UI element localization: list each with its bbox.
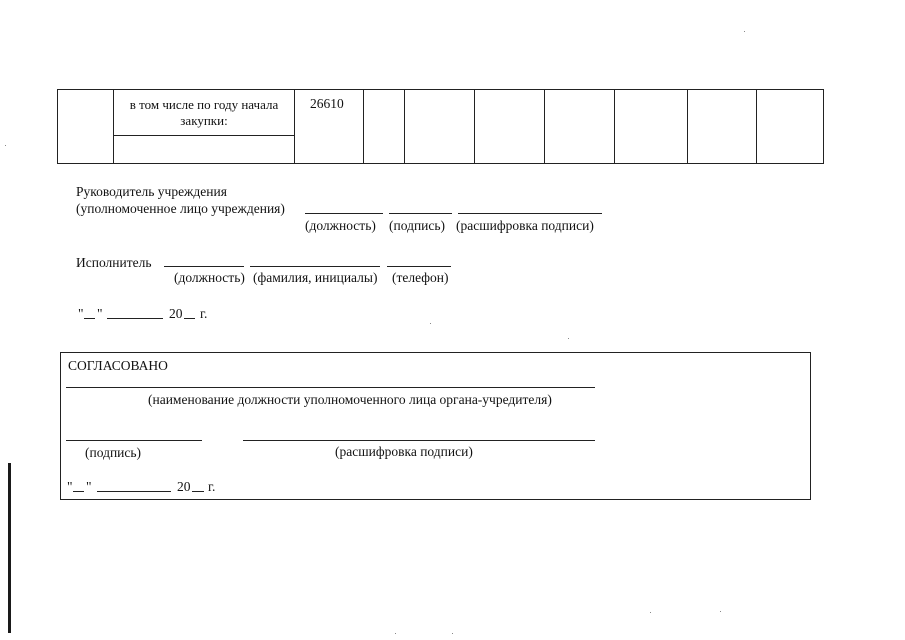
approval-date-quote-open: " — [67, 479, 73, 494]
table-col-border — [687, 89, 688, 164]
table-col-border — [363, 89, 364, 164]
scan-speck — [650, 612, 651, 613]
table-col-border — [614, 89, 615, 164]
head-position-caption: (должность) — [305, 218, 376, 233]
table-col-border — [294, 89, 295, 164]
approval-org-caption: (наименование должности уполномоченного лица органа-учредителя) — [148, 392, 552, 407]
date-year-line[interactable] — [184, 318, 195, 319]
table-amount-cell: 26610 — [310, 96, 344, 111]
date-month-line[interactable] — [107, 318, 163, 319]
table-row-label: в том числе по году начала закупки: — [129, 97, 279, 128]
date-quote-open: " — [78, 306, 84, 321]
approval-box — [60, 352, 811, 500]
executor-position-caption: (должность) — [174, 270, 245, 285]
approval-date-day-line[interactable] — [73, 491, 84, 492]
head-decoding-line[interactable] — [458, 213, 602, 214]
table-col-border — [544, 89, 545, 164]
approval-date-quote-close: " — [86, 479, 92, 494]
date-year-suffix: г. — [200, 306, 208, 321]
approval-signature-line[interactable] — [66, 440, 202, 441]
scan-speck — [395, 633, 396, 634]
scan-speck — [568, 338, 569, 339]
scan-speck — [720, 611, 721, 612]
head-position-line[interactable] — [305, 213, 383, 214]
scan-speck — [452, 633, 453, 634]
executor-phone-caption: (телефон) — [392, 270, 449, 285]
approval-title: СОГЛАСОВАНО — [68, 358, 168, 373]
approval-org-line[interactable] — [66, 387, 595, 388]
table-col-border — [756, 89, 757, 164]
executor-phone-line[interactable] — [387, 266, 451, 267]
executor-name-caption: (фамилия, инициалы) — [253, 270, 378, 285]
executor-position-line[interactable] — [164, 266, 244, 267]
table-col-border — [474, 89, 475, 164]
head-sublabel: (уполномоченное лицо учреждения) — [76, 201, 285, 216]
table-col-border — [404, 89, 405, 164]
approval-decoding-line[interactable] — [243, 440, 595, 441]
head-signature-line[interactable] — [389, 213, 452, 214]
executor-name-line[interactable] — [250, 266, 380, 267]
head-decoding-caption: (расшифровка подписи) — [456, 218, 594, 233]
table-bottom-border — [57, 163, 824, 164]
head-signature-caption: (подпись) — [389, 218, 446, 233]
scan-speck — [430, 323, 431, 324]
table-label-divider — [113, 135, 294, 136]
date-quote-close: " — [97, 306, 103, 321]
scan-speck — [5, 145, 6, 146]
approval-date-year-suffix: г. — [208, 479, 216, 494]
table-col-border — [57, 89, 58, 164]
approval-date-year-line[interactable] — [192, 491, 204, 492]
scan-speck — [744, 31, 745, 32]
approval-signature-caption: (подпись) — [85, 445, 142, 460]
approval-decoding-caption: (расшифровка подписи) — [335, 444, 473, 459]
executor-label: Исполнитель — [76, 255, 152, 270]
approval-date-year-prefix: 20 — [177, 479, 191, 494]
table-top-border — [57, 89, 824, 90]
scan-edge-mark — [8, 463, 11, 633]
date-year-prefix: 20 — [169, 306, 183, 321]
approval-date-month-line[interactable] — [97, 491, 171, 492]
table-col-border — [823, 89, 824, 164]
head-label: Руководитель учреждения — [76, 184, 227, 199]
date-day-line[interactable] — [84, 318, 95, 319]
